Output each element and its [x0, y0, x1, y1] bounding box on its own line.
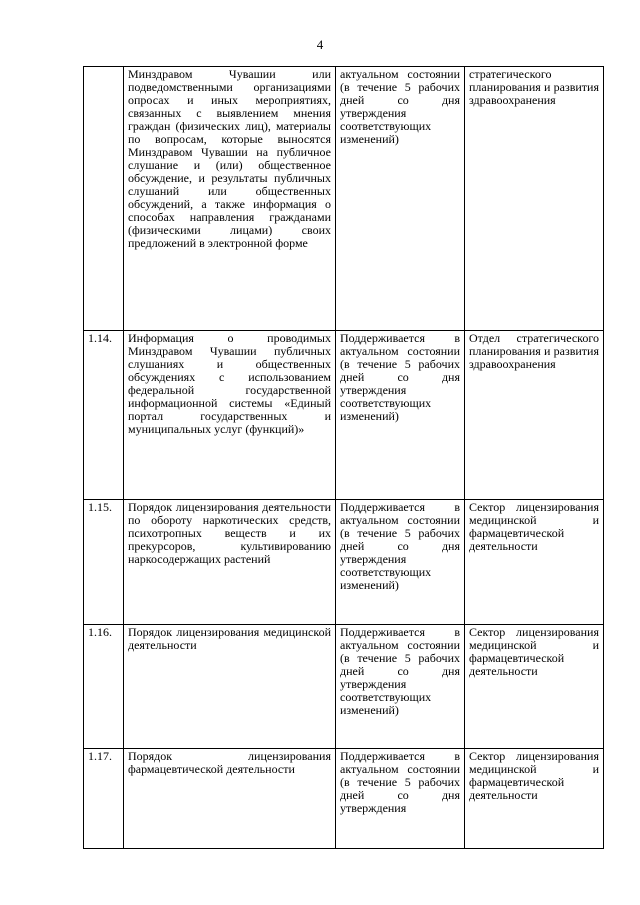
responsible-text: Сектор лицензирования медицинской и фармацевтической деятельности [469, 500, 599, 553]
table-row [84, 749, 604, 849]
row-maintenance [336, 749, 465, 849]
row-responsible [465, 331, 604, 500]
maintenance-text: Поддерживается в актуальном состоянии (в течение 5 рабочих дней со дня утверждения соответствующих изменений) [340, 500, 460, 592]
row-maintenance [336, 67, 465, 331]
maintenance-text: Поддерживается в актуальном состоянии (в течение 5 рабочих дней со дня утверждения соответствующих изменений) [340, 331, 460, 423]
row-maintenance [336, 500, 465, 625]
row-number: 1.14. [84, 331, 124, 500]
row-maintenance [336, 331, 465, 500]
row-number: 1.15. [84, 500, 124, 625]
row-description [124, 625, 336, 749]
row-responsible [465, 500, 604, 625]
responsible-text: Отдел стратегического планирования и развития здравоохранения [469, 331, 599, 371]
row-description [124, 500, 336, 625]
table-row [84, 67, 604, 331]
responsible-text: стратегического планирования и развития здравоохранения [469, 67, 599, 107]
row-maintenance [336, 625, 465, 749]
description-text: Порядок лицензирования фармацевтической деятельности [128, 749, 331, 776]
maintenance-text: Поддерживается в актуальном состоянии (в течение 5 рабочих дней со дня утверждения [340, 749, 460, 815]
maintenance-text: актуальном состоянии (в течение 5 рабочих дней со дня утверждения соответствующих изменений) [340, 67, 460, 146]
description-text: Минздравом Чувашии или подведомственными организациями опросах и иных мероприятиях, связанных с выявлением мнения граждан (физических лиц), материалы по вопросам, которые выносятся Минздравом Чувашии на публичное слушание и (или) общественное обсуждение, и результаты публичных слушаний или общественных обсуждений, а также информация о способах направления гражданами (физическими лицами) своих предложений в электронной форме [128, 67, 331, 250]
row-description [124, 331, 336, 500]
row-responsible [465, 625, 604, 749]
row-responsible [465, 67, 604, 331]
row-number [84, 67, 124, 331]
responsible-text: Сектор лицензирования медицинской и фармацевтической деятельности [469, 749, 599, 802]
document-table [83, 66, 604, 849]
row-number: 1.17. [84, 749, 124, 849]
row-description [124, 67, 336, 331]
responsible-text: Сектор лицензирования медицинской и фармацевтической деятельности [469, 625, 599, 678]
row-responsible [465, 749, 604, 849]
description-text: Информация о проводимых Минздравом Чувашии публичных слушаниях и общественных обсуждениях с использованием федеральной государственной информационной системы «Единый портал государственных и муниципальных услуг (функций)» [128, 331, 331, 436]
row-number: 1.16. [84, 625, 124, 749]
table-row [84, 500, 604, 625]
row-description [124, 749, 336, 849]
page-number: 4 [316, 37, 324, 52]
table-row [84, 331, 604, 500]
table-row [84, 625, 604, 749]
description-text: Порядок лицензирования деятельности по обороту наркотических средств, психотропных веществ и их прекурсоров, культивированию наркосодержащих растений [128, 500, 331, 566]
maintenance-text: Поддерживается в актуальном состоянии (в течение 5 рабочих дней со дня утверждения соответствующих изменений) [340, 625, 460, 717]
description-text: Порядок лицензирования медицинской деятельности [128, 625, 331, 652]
